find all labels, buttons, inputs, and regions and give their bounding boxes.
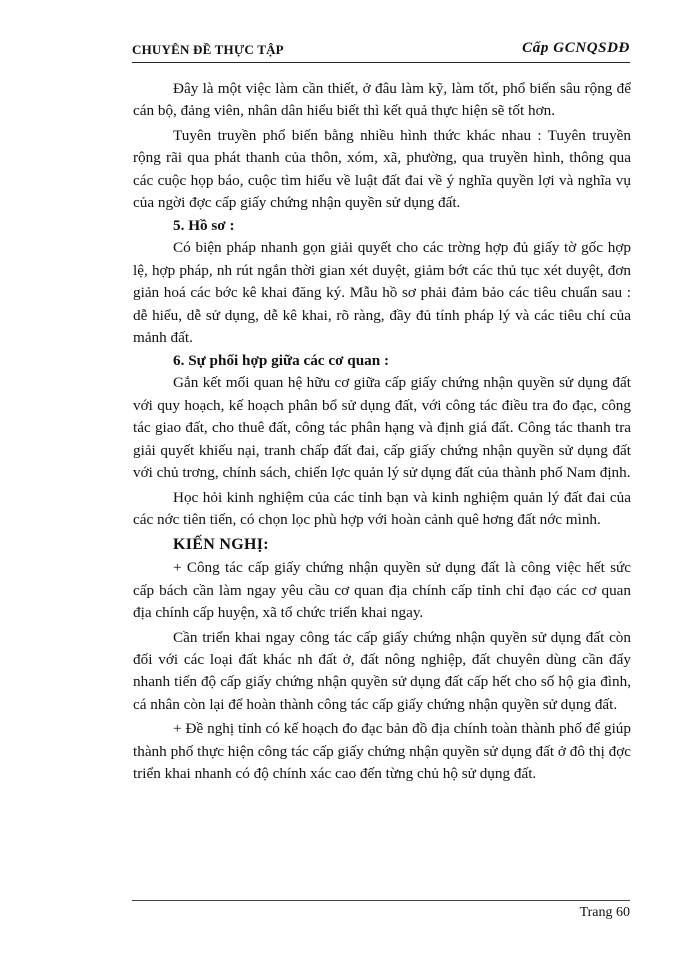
paragraph-6: + Công tác cấp giấy chứng nhận quyền sử dụng đất là công việc hết sức cấp bách cần làm ngay yêu cầu cơ quan địa chính cấp tỉnh chỉ đạo các cơ quan địa chính cấp huyện, xã tổ chức triển khai ngay. — [133, 559, 631, 622]
paragraph-8: + Đề nghị tỉnh có kế hoạch đo đạc bản đồ địa chính toàn thành phố để giúp thành phố thực hiện công tác cấp giấy chứng nhận quyền sử dụng đất ở đô thị đợc triển khai nhanh có độ chính xác cao đến từng chủ hộ sử dụng đất. — [133, 720, 631, 782]
header-title: CHUYÊN ĐỀ THỰC TẬP — [132, 42, 284, 57]
header-rule — [132, 62, 630, 63]
header-subject: Cấp GCNQSDĐ — [522, 40, 630, 56]
section-heading-5: 5. Hồ sơ : — [173, 217, 235, 235]
document-body — [133, 78, 631, 785]
paragraph-1: Đây là một việc làm cần thiết, ở đâu làm kỹ, làm tốt, phổ biến sâu rộng để cán bộ, đảng viên, nhân dân hiểu biết thì kết quả thực hiện sẽ tốt hơn. — [133, 80, 631, 120]
footer-rule — [132, 900, 630, 901]
paragraph-7: Cần triển khai ngay công tác cấp giấy chứng nhận quyền sử dụng đất còn đối với các loại đất khác nh đất ở, đất nông nghiệp, đất chuyên dùng cần đẩy nhanh tiến độ cấp giấy chứng nhận quyền sử dụng đất cấp hết cho số hộ gia đình, cá nhân còn lại để hoàn thành công tác cấp giấy chứng nhận quyền sử dụng đất. — [133, 628, 631, 713]
page-number: Trang 60 — [579, 905, 630, 920]
paragraph-5: Học hỏi kinh nghiệm của các tỉnh bạn và kinh nghiệm quản lý đất đai của các nớc tiên tiến, có chọn lọc phù hợp với hoàn cảnh quê hơng đất nớc mình. — [133, 488, 631, 528]
section-heading-6: 6. Sự phối hợp giữa các cơ quan : — [173, 352, 390, 370]
page-header — [132, 40, 630, 62]
recommendations-heading: KIẾN NGHỊ: — [173, 536, 269, 554]
paragraph-4: Gắn kết mối quan hệ hữu cơ giữa cấp giấy chứng nhận quyền sử dụng đất với quy hoạch, kế hoạch phân bổ sử dụng đất, với công tác điều tra đo đạc, công tác giao đất, cho thuê đất, công tác phân hạng và định giá đất. Công tác thanh tra giải quyết khiếu nại, tranh chấp đất đai, cấp giấy chứng nhận quyền sử dụng đất với chủ trơng, chính sách, chiến lợc quản lý sử dụng đất của thành phố Nam định. — [133, 374, 631, 482]
paragraph-2: Tuyên truyền phổ biến bằng nhiều hình thức khác nhau : Tuyên truyền rộng rãi qua phát thanh của thôn, xóm, xã, phường, qua truyền hình, thông qua các cuộc họp báo, cuộc tìm hiểu về luật đất đai về ý nghĩa quyền lợi và nghĩa vụ của ngời đợc cấp giấy chứng nhận quyền sử dụng đất. — [133, 126, 631, 212]
paragraph-3: Có biện pháp nhanh gọn giải quyết cho các trờng hợp đủ giấy tờ gốc hợp lệ, hợp pháp, nh rút ngắn thời gian xét duyệt, giảm bớt các thủ tục xét duyệt, đơn giản hoá các bớc kê khai đăng ký. Mẫu hồ sơ phải đảm bảo các tiêu chuẩn sau : dễ hiểu, dễ sử dụng, dễ kê khai, rõ ràng, đầy đủ tính pháp lý và các tiêu chí của mảnh đất. — [133, 239, 631, 347]
